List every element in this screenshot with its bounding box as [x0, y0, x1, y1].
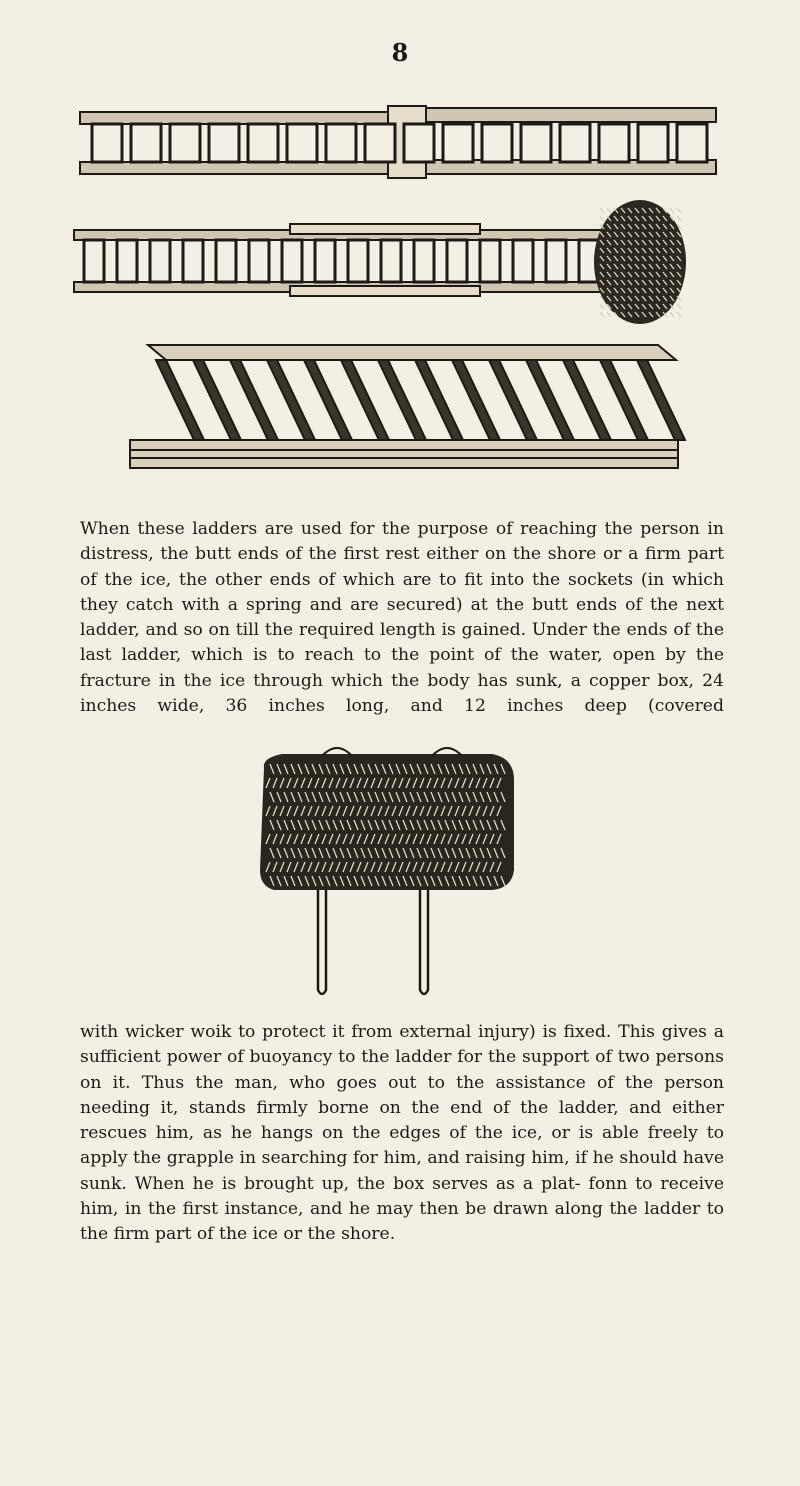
paragraph-2: with wicker woik to protect it from external injury) is fixed. This gives a sufficient power of buoyancy to the ladder for the support of two persons on it. Thus the man, who goes out to the assistance of the person needing it, stands firmly borne on the end of the ladder, and either rescues him, as he hangs on the edges of the ice, or is able freely to apply the grapple in searching for him, and raising him, if he should have sunk. When he is brought up, the box serves as a plat- fonn to receive him, in the first instance, and he may then be drawn along the ladder to the firm part of the ice or the shore.: [80, 1022, 724, 1245]
ladder-perspective-figure: [128, 340, 688, 480]
ladder-with-float-figure: [70, 200, 710, 335]
box-support-legs: [318, 890, 428, 994]
wicker-float-icon: [594, 200, 686, 324]
ladder-sections-figure: [70, 102, 740, 182]
page-number: 8: [391, 38, 409, 67]
wicker-box-figure: [252, 740, 522, 1002]
paragraph-1: When these ladders are used for the purpose of reaching the person in distress, the butt ends of the first rest either on the shore or a firm part of the ice, the other ends of which are to fit into the sockets (in which they catch with a spring and are secured) at the butt ends of the next ladder, and so on till the required length is gained. Under the ends of the last ladder, which is to reach to the point of the water, open by the fracture in the ice through which the body has sunk, a copper box, 24 inches wide, 36 inches long, and 12 inches deep (covered: [80, 519, 724, 717]
wicker-box-icon: [260, 748, 514, 890]
